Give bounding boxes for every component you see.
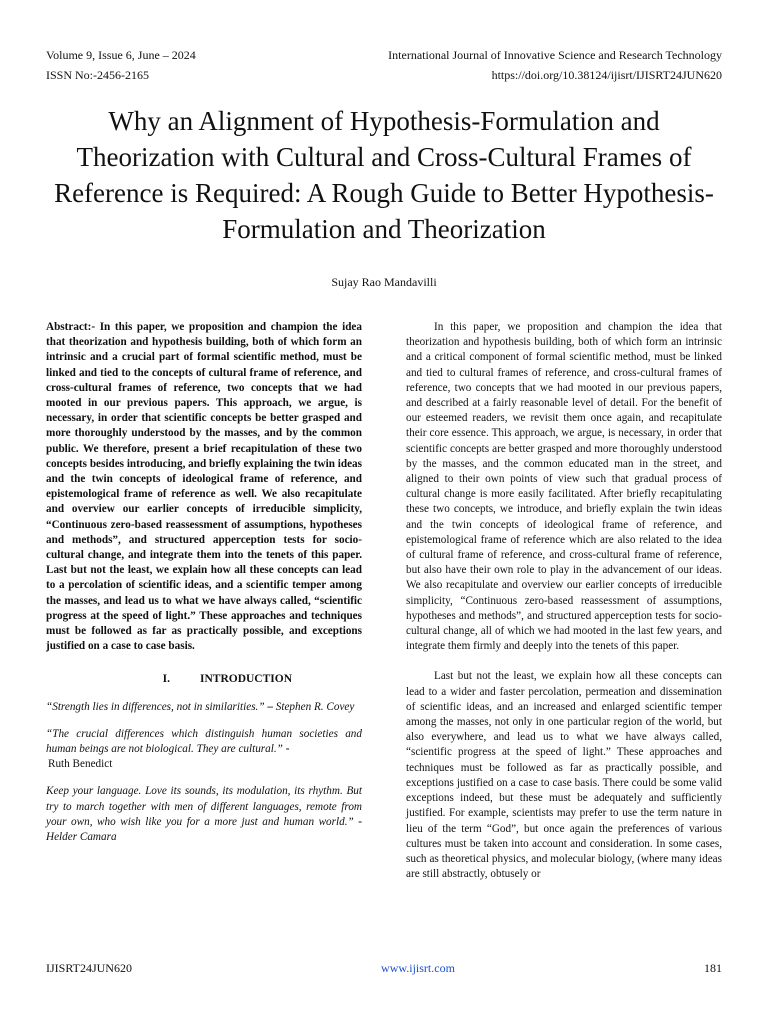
page-number: 181 [704,961,722,975]
epigraph-quote [46,700,362,715]
paper-title: Why an Alignment of Hypothesis-Formulation and Theorization with Cultural and Cross-Cultural Frames of Reference is Required: A Rough Guide to Better Hypothesis-Formulation and Theorization [54,106,714,244]
quote-text: “Strength lies in differences, not in similarities.” [46,700,265,713]
body-paragraph: In this paper, we proposition and champion the idea that theorization and hypothesis building, both of which form an intrinsic and a critical component of formal scientific method, must be linked and tied to cultural frames of reference, and cross-cultural frames of reference, two concepts that we had mooted in our previous papers, and described at a fairly reasonable level of detail. For the benefit of our esteemed readers, we revisit them once again, and recapitulate their core essence. This approach, we argue, is necessary, in order that scientific concepts are better grasped and more thoroughly understood by the masses, and the common educated man in the street, and aligned to their own points of view such that gradual process of cultural change is more easily facilitated. After briefly recapitulating these two concepts, we introduce, and briefly explain the twin ideas and the twin concepts of ideological frame of reference, and epistemological frame of reference which are also related to the idea of cultural frame of reference, and cross-cultural frame of reference, but also have their own role to play in the advancement of our ideas. We also recapitulate and overview our earlier concepts of irreducible simplicity, “Continuous zero-based reassessment of assumptions, hypotheses and methods”, and structured apperception tests for socio-cultural change, all of which we had mooted in the last few years, and integrate them firmly and deeply into the tenets of this paper. [406,321,722,653]
right-column [406,320,722,882]
paper-id: IJISRT24JUN620 [46,961,132,975]
body-paragraph: Last but not the least, we explain how all these concepts can lead to a wider and faster percolation, permeation and dissemination of scientific ideas, and an increased and enlarged scientific temper among the masses, not only in one particular region of the world, but also everywhere, and lead us to what we have always called, “scientific progress at the speed of light.” These approaches and techniques must be followed as far as practically possible, and exceptions justified on a case to case basis. There could be some valid exceptions indeed, but these must be adequately and sufficiently justified. For example, scientists may prefer to use the term nature in lieu of the term “God”, but once again the preferences of various cultures must be taken into account and consideration. In some cases, such as theoretical physics, and molecular biology, (where many ideas are still abstractly, obtusely or [406,670,722,881]
quote-text: “The crucial differences which distinguish human societies and human beings are not biological. They are cultural.” [46,727,362,756]
quote-text: Keep your language. Love its sounds, its modulation, its rhythm. But try to march together with men of different languages, remote from your own, who wish like you for a more just and human world.” [46,785,362,828]
journal-website-link[interactable]: www.ijisrt.com [381,961,455,975]
author-name: Sujay Rao Mandavilli [331,275,437,289]
journal-name: International Journal of Innovative Science and Research Technology [388,48,722,62]
volume-info: Volume 9, Issue 6, June – 2024 [46,48,196,62]
doi-link[interactable]: https://doi.org/10.38124/ijisrt/IJISRT24JUN620 [491,68,722,82]
quote-attribution: Ruth Benedict [48,758,113,771]
page-footer [46,961,722,976]
left-column [46,320,362,857]
quote-dash: – [267,700,273,713]
quote-attribution: Stephen R. Covey [275,700,355,713]
quote-attribution: Helder Camara [46,831,117,844]
issn: ISSN No:-2456-2165 [46,68,150,82]
epigraph-quote [46,727,362,773]
abstract: Abstract:- In this paper, we proposition and champion the idea that theorization and hypothesis building, both of which form an intrinsic and a crucial part of formal scientific method, must be linked and tied to the concepts of cultural frame of reference, and cross-cultural frames of reference, two concepts that we had mooted in our previous papers. This approach, we argue, is necessary, in order that scientific concepts be better grasped and more thoroughly understood by the masses, and by the common public. We therefore, present a brief recapitulation of these two concepts besides introducing, and briefly explaining the twin ideas and the twin concepts of ideological frame of reference, and epistemological frame of reference as well. We also recapitulate and overview our earlier concepts of irreducible simplicity, “Continuous zero-based reassessment of assumptions, hypotheses and methods”, and structured apperception tests for socio-cultural change, and integrate them into the tenets of this paper. Last but not the least, we explain how all these concepts can lead to a percolation of scientific ideas, and a scientific temper among the masses, and lead us to what we have always called, “scientific progress at the speed of light.” These approaches and techniques must be followed as far as practically possible, and exceptions justified on a case to case basis. [46,321,362,653]
epigraph-quote [46,784,362,845]
section-title: INTRODUCTION [200,673,293,686]
quote-dash: - [358,815,362,828]
running-header-bottom [46,68,722,83]
section-number: I. [162,673,170,686]
quote-dash: - [285,743,290,756]
running-header-top [46,48,722,63]
section-heading-introduction [46,672,362,687]
